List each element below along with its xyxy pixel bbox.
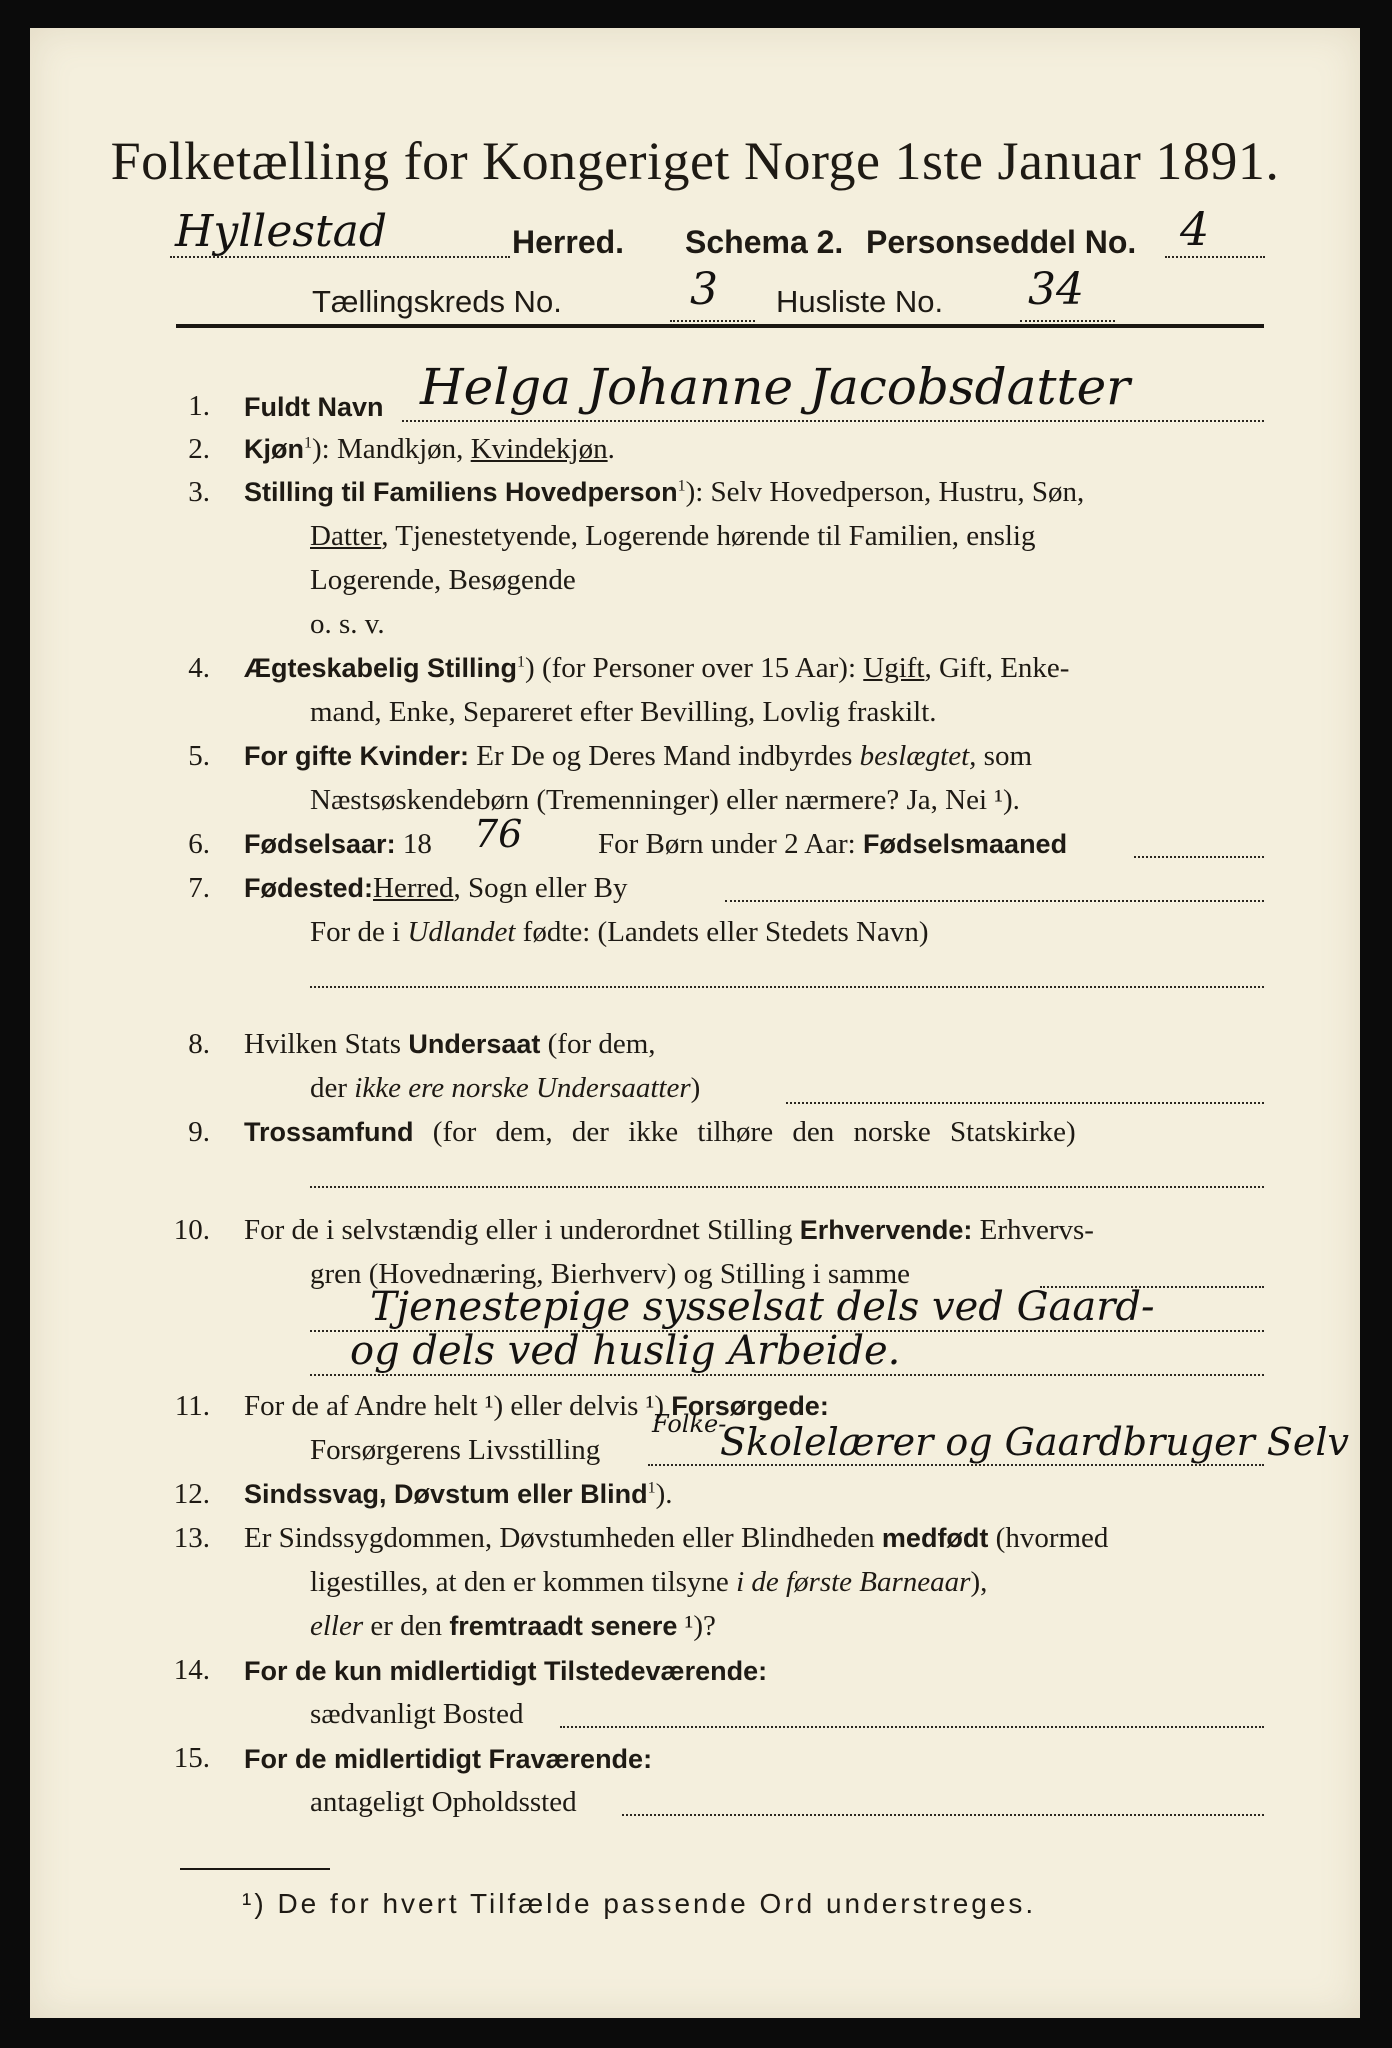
q11-value-small: Folke- — [652, 1410, 727, 1438]
q14-line — [560, 1726, 1264, 1728]
schema-label: Schema 2. — [685, 224, 844, 260]
q6-line1 — [244, 828, 432, 861]
q5-label: For gifte Kvinder: — [244, 741, 470, 771]
q13-text-a: Er Sindssygdommen, Døvstumheden eller Blindheden — [244, 1522, 882, 1554]
q4-number: 4. — [188, 652, 210, 684]
footnote — [242, 1888, 1036, 1920]
q6-value: 76 — [474, 812, 523, 856]
q2-sup: 1 — [304, 434, 312, 452]
q2-text-b: Kvindekjøn — [470, 433, 608, 465]
q7-line2 — [310, 916, 929, 949]
q3-line2 — [310, 520, 1035, 553]
husliste-line — [1020, 320, 1115, 322]
q8-line2-a: der — [310, 1072, 355, 1104]
q7-line1-fill — [725, 900, 1264, 902]
herred-value: Hyllestad — [175, 206, 388, 257]
q8-line2 — [310, 1072, 700, 1105]
q11-value: Skolelærer og Gaardbruger Selv — [720, 1420, 1349, 1464]
q11-text-a: For de af Andre helt ¹) eller delvis ¹) — [244, 1390, 672, 1422]
q10-value1: Tjenestepige sysselsat dels ved Gaard- — [370, 1284, 1155, 1330]
q13-text-b: (hvormed — [988, 1522, 1109, 1554]
q5-text-a: Er De og Deres Mand indbyrdes — [469, 740, 860, 772]
q10-line2: gren (Hovednæring, Bierhverv) og Stilling i samme — [310, 1258, 911, 1290]
q7-text-b: , Sogn eller By — [453, 872, 628, 904]
q13-line2 — [310, 1566, 987, 1599]
q8-text-a: (for dem, — [540, 1028, 656, 1060]
q10-text-a: For de i selvstændig eller i underordnet Stilling — [244, 1214, 800, 1246]
q11-line2: Forsørgerens Livsstilling — [310, 1434, 601, 1466]
q10-line4 — [310, 1374, 1264, 1376]
q2-text-a: ): Mandkjøn, — [312, 433, 471, 465]
q6-number: 6. — [188, 828, 210, 860]
q8-number: 8. — [188, 1028, 210, 1060]
q3-number: 3. — [188, 476, 210, 508]
q3-text-a: ): Selv Hovedperson, Hustru, Søn, — [685, 476, 1085, 508]
q9-line1 — [244, 1116, 1076, 1149]
q7-number: 7. — [188, 872, 210, 904]
husliste-label: Husliste No. — [776, 284, 944, 319]
q7-label: Fødested: — [244, 873, 374, 903]
q5-text-b: beslægtet, — [859, 740, 977, 772]
q6-prefix: 18 — [395, 828, 432, 860]
q6-text-a: For Børn under 2 Aar: — [598, 828, 863, 860]
census-form — [30, 28, 1360, 2018]
q2-text — [244, 433, 615, 466]
kreds-line — [670, 320, 755, 322]
personseddel-value: 4 — [1180, 202, 1210, 256]
q4-text-a: ) (for Personer over 15 Aar): — [525, 652, 864, 684]
q1-label: Fuldt Navn — [244, 392, 384, 422]
q5-text-c: som — [976, 740, 1032, 772]
q7-line2-c: fødte: (Landets eller Stedets Navn) — [515, 916, 929, 948]
kreds-value: 3 — [690, 264, 718, 315]
q9-line — [310, 1186, 1264, 1188]
q8-label-b: Undersaat — [408, 1029, 541, 1059]
q1-value: Helga Johanne Jacobsdatter — [420, 358, 1131, 416]
q15-label: For de midlertidigt Fraværende: — [244, 1744, 653, 1774]
q6-label: Fødselsaar: — [244, 829, 396, 859]
q7-line2-a: For de i — [310, 916, 408, 948]
q9-label: Trossamfund — [244, 1117, 414, 1147]
q14-line2: sædvanligt Bosted — [310, 1698, 524, 1730]
herred-line — [170, 256, 510, 258]
q3-line2-a: Datter — [310, 520, 382, 552]
q8-line2-b: ikke ere norske Undersaatter — [354, 1072, 691, 1104]
q13-line2-b: i de første Barneaar — [736, 1566, 971, 1598]
footnote-marker: ¹) — [242, 1888, 267, 1919]
q2-label: Kjøn — [244, 434, 304, 464]
q4-label: Ægteskabelig Stilling — [244, 653, 518, 683]
q9-number: 9. — [188, 1116, 210, 1148]
q11-number: 11. — [174, 1390, 210, 1422]
q8-label-a: Hvilken Stats — [244, 1028, 409, 1060]
q5-line2: Næstsøskendebørn (Tremenninger) eller nærmere? Ja, Nei ¹). — [310, 784, 1020, 816]
q12-number: 12. — [173, 1478, 210, 1510]
q12-label: Sindssvag, Døvstum eller Blind — [244, 1479, 648, 1509]
q13-line1 — [244, 1522, 1108, 1555]
q10-number: 10. — [173, 1214, 210, 1246]
q4-text-c: , Gift, Enke- — [924, 652, 1070, 684]
q15-line2: antageligt Opholdssted — [310, 1786, 577, 1818]
q6-line — [1134, 856, 1264, 858]
herred-label: Herred. — [512, 224, 625, 260]
q8-line2-c: ) — [690, 1072, 701, 1104]
q13-line3-a: eller — [310, 1610, 364, 1642]
header-divider — [176, 324, 1264, 328]
q14-number: 14. — [173, 1654, 210, 1686]
q1-line — [402, 420, 1264, 422]
q6-label-b: Fødselsmaaned — [863, 829, 1068, 859]
q13-line3-b: er den — [363, 1610, 450, 1642]
q13-line3-c: fremtraadt senere — [449, 1611, 678, 1641]
q3-line2-b: , Tjenestetyende, Logerende hørende til Familien, enslig — [381, 520, 1036, 552]
q3-line3: Logerende, Besøgende — [310, 564, 576, 596]
q3-line1: Stilling til Familiens Hovedperson$^1$): Selv Hovedperson, Hustru, Søn, — [244, 476, 1085, 508]
kreds-label: Tællingskreds No. — [312, 284, 562, 319]
q5-line1 — [244, 740, 1032, 773]
q2-text-c: . — [607, 433, 615, 465]
q12-text-a: ). — [655, 1478, 673, 1510]
q8-line — [786, 1102, 1264, 1104]
q12-line1: Sindssvag, Døvstum eller Blind$^1$). — [244, 1478, 673, 1510]
q10-value2: og dels ved huslig Arbeide. — [350, 1328, 901, 1374]
footnote-text: De for hvert Tilfælde passende Ord understreges. — [277, 1888, 1037, 1919]
q1-number: 1. — [188, 390, 210, 422]
q7-line3 — [310, 986, 1264, 988]
q4-line1: Ægteskabelig Stilling$^1$) (for Personer over 15 Aar): Ugift, Gift, Enke- — [244, 652, 1070, 684]
q9-text-a: (for dem, der ikke tilhøre den norske Statskirke) — [413, 1116, 1076, 1148]
q13-line2-c: ), — [970, 1566, 988, 1598]
q15-line — [622, 1814, 1264, 1816]
q5-number: 5. — [188, 740, 210, 772]
q3-label: Stilling til Familiens Hovedperson — [244, 477, 678, 507]
q10-text-b: Erhvervs- — [972, 1214, 1094, 1246]
q14-label: For de kun midlertidigt Tilstedeværende: — [244, 1656, 768, 1686]
q13-line3 — [310, 1610, 716, 1643]
q3-line4: o. s. v. — [310, 608, 385, 640]
q15-number: 15. — [173, 1742, 210, 1774]
q7-text-a: Herred — [373, 872, 454, 904]
q7-line2-b: Udlandet — [407, 916, 516, 948]
personseddel-label: Personseddel No. — [866, 224, 1137, 260]
q11-line1 — [244, 1390, 829, 1423]
q10-line1 — [244, 1214, 1094, 1247]
form-title: Folketælling for Kongeriget Norge 1ste Januar 1891. — [110, 131, 1280, 191]
q4-text-b: Ugift — [863, 652, 925, 684]
q13-label: medfødt — [881, 1523, 989, 1553]
q10-label: Erhvervende: — [799, 1215, 973, 1245]
q4-line2: mand, Enke, Separeret efter Bevilling, Lovlig fraskilt. — [310, 696, 937, 728]
q13-line3-d: ¹)? — [677, 1610, 716, 1642]
footnote-divider — [180, 1868, 330, 1870]
q13-number: 13. — [173, 1522, 210, 1554]
personseddel-line — [1165, 256, 1265, 258]
q7-line1 — [244, 872, 628, 905]
husliste-value: 34 — [1028, 264, 1084, 315]
q2-number: 2. — [188, 433, 210, 465]
q13-line2-a: ligestilles, at den er kommen tilsyne — [310, 1566, 737, 1598]
q6-text — [598, 828, 1067, 861]
q11-line — [648, 1464, 1264, 1466]
q8-line1 — [244, 1028, 656, 1061]
q11-label: Forsørgede: — [671, 1391, 829, 1421]
